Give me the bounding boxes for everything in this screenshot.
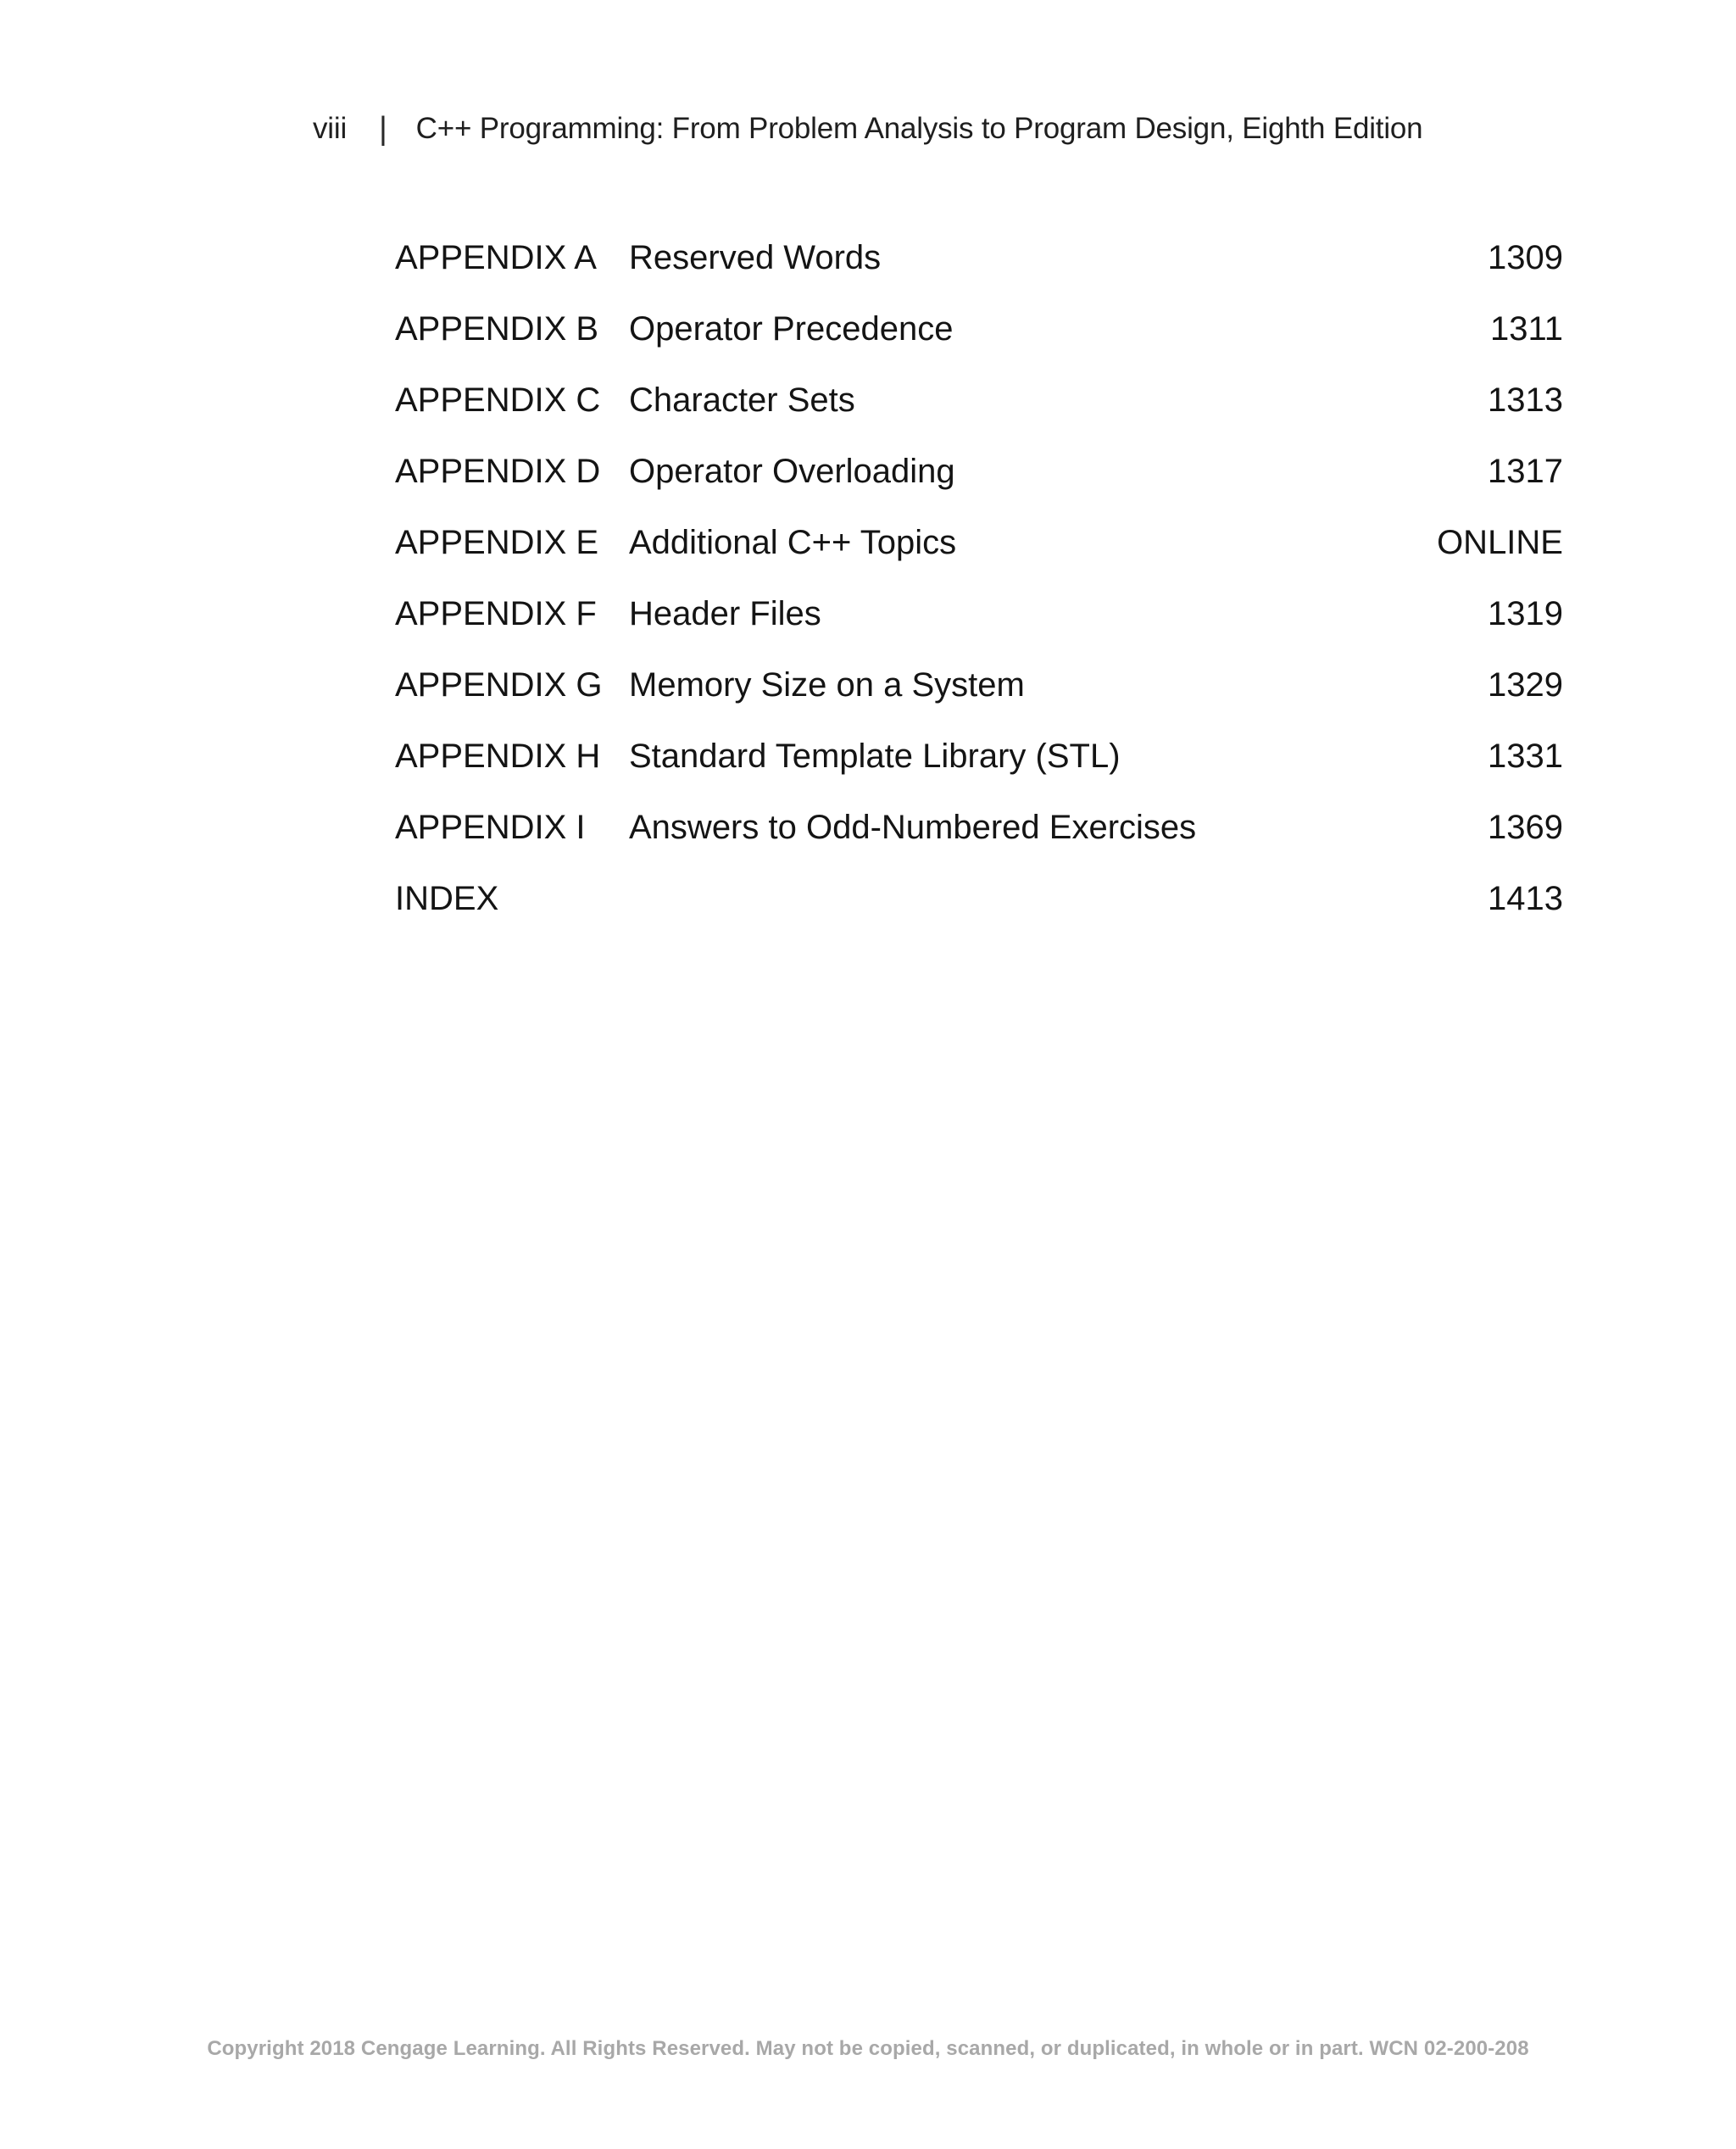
- page-number: viii: [313, 112, 348, 145]
- toc-entry-title: Operator Overloading: [629, 452, 955, 490]
- toc-entry-title: Additional C++ Topics: [629, 523, 957, 561]
- toc-entry-title: Character Sets: [629, 381, 855, 419]
- toc-entry-appendix-b: [395, 293, 1563, 365]
- toc-entry-label: APPENDIX C: [395, 381, 601, 419]
- toc-entry-label: APPENDIX D: [395, 452, 601, 490]
- book-title: C++ Programming: From Problem Analysis to Program Design, Eighth Edition: [415, 112, 1423, 145]
- toc-entry-appendix-e: [395, 507, 1563, 578]
- toc-entry-page: 1311: [1489, 309, 1563, 348]
- toc-entry-appendix-g: [395, 649, 1563, 721]
- toc-entry-page: 1369: [1488, 808, 1563, 846]
- toc-entry-title: Reserved Words: [629, 238, 882, 276]
- toc-entry-title: Memory Size on a System: [629, 665, 1025, 704]
- toc-entry-title: Operator Precedence: [629, 309, 954, 348]
- toc-entry-label: APPENDIX B: [395, 309, 599, 348]
- toc-entry-page: ONLINE: [1437, 523, 1563, 561]
- toc-entry-label: APPENDIX E: [395, 523, 599, 561]
- toc-entry-appendix-c: [395, 365, 1563, 436]
- toc-entry-page: 1313: [1488, 381, 1563, 419]
- toc-entry-appendix-h: [395, 721, 1563, 792]
- toc-entry-title: Answers to Odd-Numbered Exercises: [629, 808, 1197, 846]
- toc-entry-title: Header Files: [629, 594, 821, 632]
- toc-entry-page: 1317: [1488, 452, 1563, 490]
- copyright-footer: Copyright 2018 Cengage Learning. All Rights Reserved. May not be copied, scanned, or duplicated, in whole or in part. WCN 02-200-208: [207, 2037, 1529, 2060]
- header-separator: |: [379, 110, 387, 147]
- table-of-contents: [395, 222, 1563, 934]
- toc-entry-label: APPENDIX A: [395, 238, 597, 276]
- toc-entry-label: INDEX: [395, 879, 499, 917]
- toc-entry-page: 1319: [1488, 594, 1563, 632]
- toc-entry-label: APPENDIX H: [395, 737, 601, 775]
- toc-entry-label: APPENDIX F: [395, 594, 597, 632]
- toc-entry-appendix-d: [395, 436, 1563, 507]
- toc-entry-appendix-i: [395, 792, 1563, 863]
- toc-entry-page: 1329: [1488, 665, 1563, 704]
- running-header: [313, 109, 1422, 149]
- toc-entry-page: 1309: [1488, 238, 1563, 276]
- toc-entry-label: APPENDIX G: [395, 665, 603, 704]
- toc-entry-label: APPENDIX I: [395, 808, 586, 846]
- toc-entry-appendix-f: [395, 578, 1563, 649]
- toc-entry-page: 1413: [1488, 879, 1563, 917]
- toc-entry-page: 1331: [1488, 737, 1563, 775]
- toc-entry-title: Standard Template Library (STL): [629, 737, 1121, 775]
- toc-entry-index: [395, 863, 1563, 934]
- toc-entry-appendix-a: [395, 222, 1563, 293]
